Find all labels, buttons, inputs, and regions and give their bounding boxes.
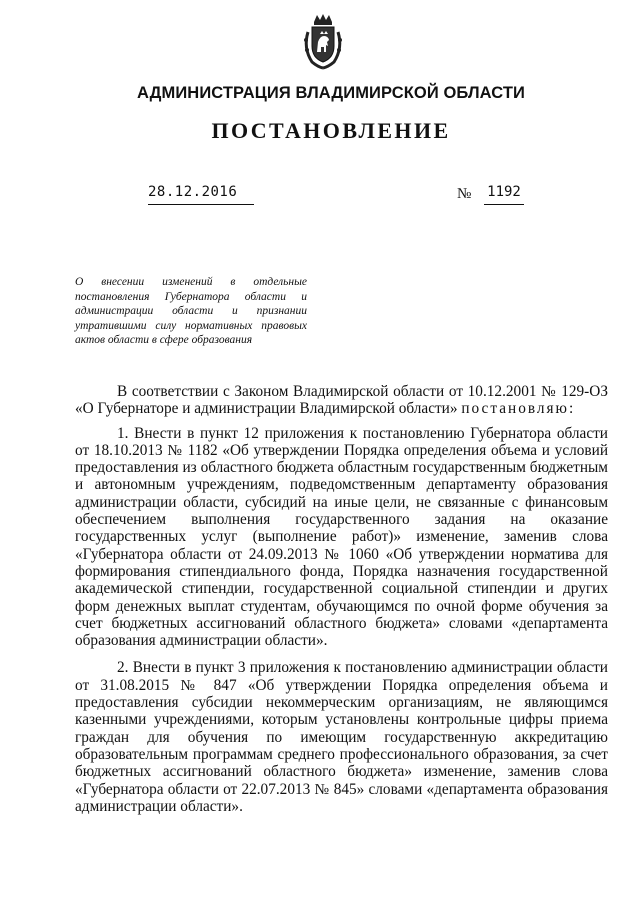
document-body bbox=[75, 383, 608, 825]
body-paragraph-1: 1. Внести в пункт 12 приложения к постановлению Губернатора области от 18.10.2013 № 1182 «Об утверждении Порядка определения объема и условий предоставления из областного бюджета областным государственным бюджетным и автономным учреждениям, подведомственным департаменту образования администрации области, субсидий на иные цели, не связанные с финансовым обеспечением выполнения государственного задания на оказание государственных услуг (выполнение работ)» изменение, заменив слова «Губернатора области от 24.09.2013 № 1060 «Об утверждении норматива для формирования стипендиального фонда, Порядка назначения государственной академической стипендии, государственной социальной стипендии и других форм денежных выплат студентам, обучающимся по очной форме обучения за счет бюджетных ассигнований областного бюджета» словами «департамента образования администрации области». bbox=[75, 424, 608, 650]
document-type-title: ПОСТАНОВЛЕНИЕ bbox=[211, 118, 451, 143]
document-date: 28.12.2016 bbox=[148, 184, 254, 205]
organization-title: АДМИНИСТРАЦИЯ ВЛАДИМИРСКОЙ ОБЛАСТИ bbox=[137, 84, 525, 102]
number-label: № bbox=[457, 186, 472, 202]
coat-of-arms-icon bbox=[300, 12, 346, 70]
document-subject: О внесении изменений в отдельные постановления Губернатора области и администрации области и признании утратившими силу нормативных правовых актов области в сфере образования bbox=[75, 276, 307, 347]
preamble-resolve-word: постановляю: bbox=[461, 400, 576, 418]
preamble-text: В соответствии с Законом Владимирской области от 10.12.2001 № 129-ОЗ «О Губернаторе и администрации Владимирской области» bbox=[75, 383, 608, 418]
document-number: 1192 bbox=[484, 184, 524, 205]
body-paragraph-2: 2. Внести в пункт 3 приложения к постановлению администрации области от 31.08.2015 № 847 «Об утверждении Порядка определения объема и предоставления субсидии некоммерческим организациям, не являющимся казенными учреждениями, которым установлены контрольные цифры приема граждан для обучения по имеющим государственную аккредитацию образовательным программам среднего профессионального образования, за счет бюджетных ассигнований областного бюджета» изменение, заменив слова «Губернатора области от 22.07.2013 № 845» словами «департамента образования администрации области». bbox=[75, 659, 608, 815]
preamble-paragraph bbox=[75, 383, 608, 418]
